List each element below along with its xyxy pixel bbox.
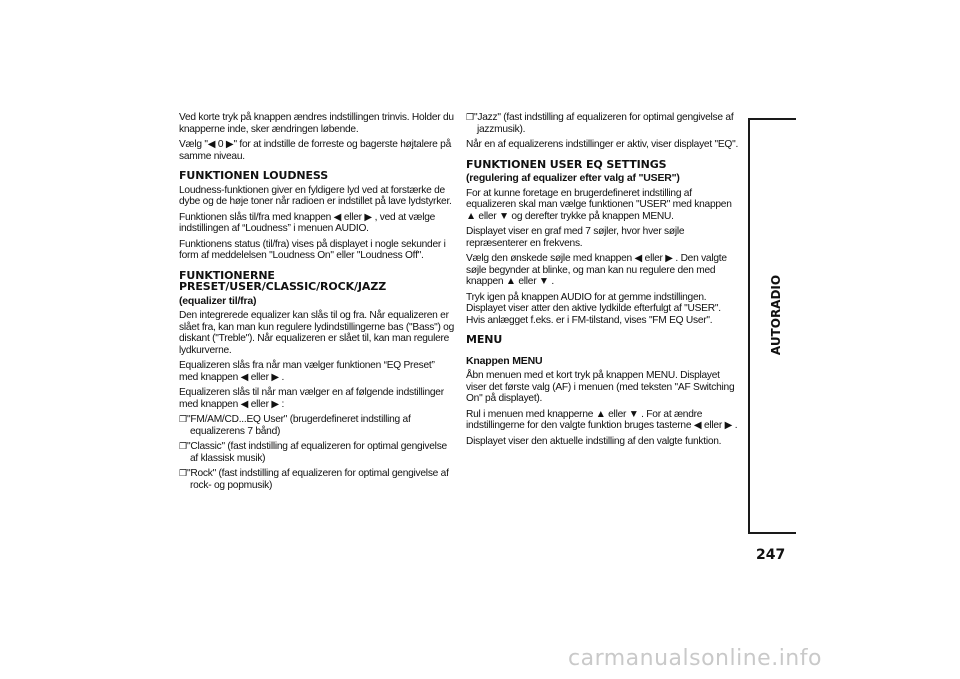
chapter-tab (766, 274, 786, 356)
bullet-item: ❒"Rock" (fast indstilling af equalizeren for optimal gengivelse af rock- og popmusik) (179, 468, 449, 491)
page-number: 247 (756, 547, 786, 563)
paragraph: Displayet viser den aktuelle indstilling af den valgte funktion. (466, 435, 722, 447)
paragraph: Tryk igen på knappen AUDIO for at gemme indstillingen. Displayet viser atter den aktive lydkilde efterfulgt af "USER". Hvis anlægget f.eks. er i FM-tilstand, vises "FM EQ User". (466, 291, 721, 326)
checkbox-bullet-icon: ❒ (179, 468, 187, 478)
paragraph: Funktionen slås til/fra med knappen ◀ eller ▶ , ved at vælge indstillingen af “Loudness” i menuen AUDIO. (179, 211, 436, 234)
paragraph: Vælg den ønskede søjle med knappen ◀ eller ▶ . Den valgte søjle begynder at blinke, og man kan nu regulere den med knappen ▲ eller ▼ . (466, 253, 727, 287)
checkbox-bullet-icon: ❒ (179, 414, 187, 424)
paragraph: Den integrerede equalizer kan slås til og fra. Når equalizeren er slået fra, kan man kun regulere lydindstillingerne bas ("Bass") og diskant ("Treble"). Når equalizeren er slået til, kan man regulere lydkurverne. (179, 310, 454, 356)
section-heading-preset: FUNKTIONERNE PRESET/USER/CLASSIC/ROCK/JAZZ (179, 268, 387, 293)
bullet-item: ❒"FM/AM/CD...EQ User" (brugerdefineret indstilling af equalizerens 7 bånd) (179, 414, 411, 437)
bullet-item: ❒"Jazz" (fast indstilling af equalizeren for optimal gengivelse af jazzmusik). (466, 112, 734, 135)
checkbox-bullet-icon: ❒ (179, 441, 187, 451)
chapter-label: AUTORADIO (769, 274, 783, 356)
paragraph: Equalizeren slås fra når man vælger funktionen “EQ Preset” med knappen ◀ eller ▶ . (179, 360, 435, 383)
paragraph: Funktionens status (til/fra) vises på displayet i nogle sekunder i form af meddelelsen "Loudness On" eller "Loudness Off". (179, 238, 446, 261)
paragraph: Equalizeren slås til når man vælger en af følgende indstillinger med knappen ◀ eller ▶ : (179, 387, 444, 410)
section-subheading: Knappen MENU (466, 354, 543, 367)
sidebar-bracket-bottom (748, 532, 796, 534)
right-column (466, 112, 742, 451)
section-subheading: (equalizer til/fra) (179, 294, 257, 307)
section-subheading: (regulering af equalizer efter valg af "USER") (466, 172, 680, 184)
checkbox-bullet-icon: ❒ (466, 112, 474, 122)
section-heading-menu: MENU (466, 333, 503, 346)
section-heading-user-eq: FUNKTIONEN USER EQ SETTINGS (466, 157, 667, 171)
watermark: carmanualsonline.info (568, 646, 822, 671)
sidebar-bracket-top (748, 118, 796, 120)
sidebar-bracket (748, 118, 750, 534)
paragraph: Åbn menuen med et kort tryk på knappen MENU. Displayet viser det første valg (AF) i menuen (med teksten "AF Switching On" på displayet). (466, 370, 735, 404)
paragraph: Når en af equalizerens indstillinger er aktiv, viser displayet "EQ". (466, 139, 739, 150)
section-heading-loudness: FUNKTIONEN LOUDNESS (179, 169, 329, 182)
bullet-item: ❒"Classic" (fast indstilling af equalizeren for optimal gengivelse af klassisk musik) (179, 441, 447, 464)
paragraph: Rul i menuen med knapperne ▲ eller ▼ . For at ændre indstillingerne for den valgte funktion bruges tasterne ◀ eller ▶ . (466, 408, 738, 431)
paragraph: For at kunne foretage en brugerdefineret indstilling af equalizeren skal man vælge funktionen "USER" med knappen ▲ eller ▼ og derefter trykke på knappen MENU. (466, 187, 732, 222)
paragraph: Displayet viser en graf med 7 søjler, hvor hver søjle repræsenterer en frekvens. (466, 226, 685, 249)
paragraph: Vælg "◀ 0 ▶" for at indstille de forreste og bagerste højtalere på samme niveau. (179, 139, 451, 162)
paragraph: Loudness-funktionen giver en fyldigere lyd ved at forstærke de dybe og de høje toner når radioen er indstillet på lave lydstyrker. (179, 184, 452, 207)
left-column (179, 112, 455, 495)
paragraph: Ved korte tryk på knappen ændres indstillingen trinvis. Holder du knapperne inde, sker ændringen løbende. (179, 112, 454, 135)
